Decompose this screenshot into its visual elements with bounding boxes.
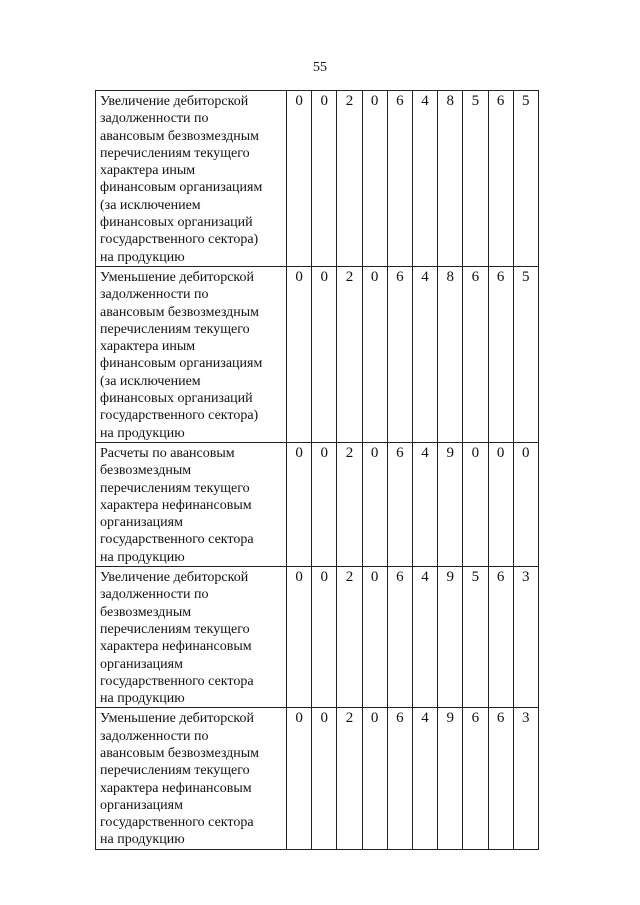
code-digit: 0 (312, 442, 337, 566)
code-digit: 0 (287, 708, 312, 849)
code-digit: 0 (312, 266, 337, 442)
code-digit: 5 (463, 91, 488, 267)
code-digit: 6 (387, 567, 412, 708)
code-digit: 4 (412, 442, 437, 566)
code-digit: 5 (513, 266, 538, 442)
code-digit: 4 (412, 708, 437, 849)
code-digit: 6 (488, 266, 513, 442)
code-digit: 2 (337, 442, 362, 566)
code-digit: 0 (312, 91, 337, 267)
code-digit: 3 (513, 708, 538, 849)
code-digit: 5 (513, 91, 538, 267)
code-digit: 4 (412, 91, 437, 267)
code-digit: 0 (287, 442, 312, 566)
code-digit: 0 (312, 567, 337, 708)
row-description: Расчеты по авансовым безвозмездным перечислениям текущего характера нефинансовым организациям государственного сектора на продукцию (96, 442, 287, 566)
code-digit: 3 (513, 567, 538, 708)
code-digit: 4 (412, 567, 437, 708)
code-digit: 0 (287, 266, 312, 442)
code-digit: 2 (337, 708, 362, 849)
code-digit: 9 (438, 708, 463, 849)
code-digit: 6 (387, 708, 412, 849)
code-digit: 0 (362, 567, 387, 708)
row-description: Увеличение дебиторской задолженности по безвозмездным перечислениям текущего характера нефинансовым организациям государственного сектора на продукцию (96, 567, 287, 708)
table-row (96, 442, 539, 566)
table-row (96, 266, 539, 442)
code-digit: 0 (287, 91, 312, 267)
table-row (96, 567, 539, 708)
code-digit: 2 (337, 266, 362, 442)
code-digit: 6 (488, 708, 513, 849)
code-digit: 0 (362, 91, 387, 267)
row-description: Увеличение дебиторской задолженности по авансовым безвозмездным перечислениям текущего характера иным финансовым организациям (за исключением финансовых организаций государственного сектора) на продукцию (96, 91, 287, 267)
code-digit: 0 (513, 442, 538, 566)
code-digit: 0 (362, 266, 387, 442)
code-digit: 6 (387, 91, 412, 267)
code-digit: 5 (463, 567, 488, 708)
code-digit: 8 (438, 266, 463, 442)
code-digit: 0 (488, 442, 513, 566)
code-digit: 6 (463, 266, 488, 442)
code-digit: 6 (387, 442, 412, 566)
code-digit: 4 (412, 266, 437, 442)
code-digit: 9 (438, 442, 463, 566)
row-description: Уменьшение дебиторской задолженности по авансовым безвозмездным перечислениям текущего характера нефинансовым организациям государственного сектора на продукцию (96, 708, 287, 849)
code-digit: 0 (362, 442, 387, 566)
code-digit: 2 (337, 567, 362, 708)
code-digit: 6 (488, 567, 513, 708)
code-digit: 0 (362, 708, 387, 849)
code-digit: 0 (287, 567, 312, 708)
row-description: Уменьшение дебиторской задолженности по авансовым безвозмездным перечислениям текущего характера иным финансовым организациям (за исключением финансовых организаций государственного сектора) на продукцию (96, 266, 287, 442)
code-digit: 6 (488, 91, 513, 267)
table-row (96, 708, 539, 849)
codes-table (95, 90, 539, 850)
table-row (96, 91, 539, 267)
code-digit: 8 (438, 91, 463, 267)
code-digit: 0 (463, 442, 488, 566)
code-digit: 2 (337, 91, 362, 267)
code-digit: 0 (312, 708, 337, 849)
page-number: 55 (313, 60, 327, 75)
code-digit: 9 (438, 567, 463, 708)
code-digit: 6 (387, 266, 412, 442)
code-digit: 6 (463, 708, 488, 849)
